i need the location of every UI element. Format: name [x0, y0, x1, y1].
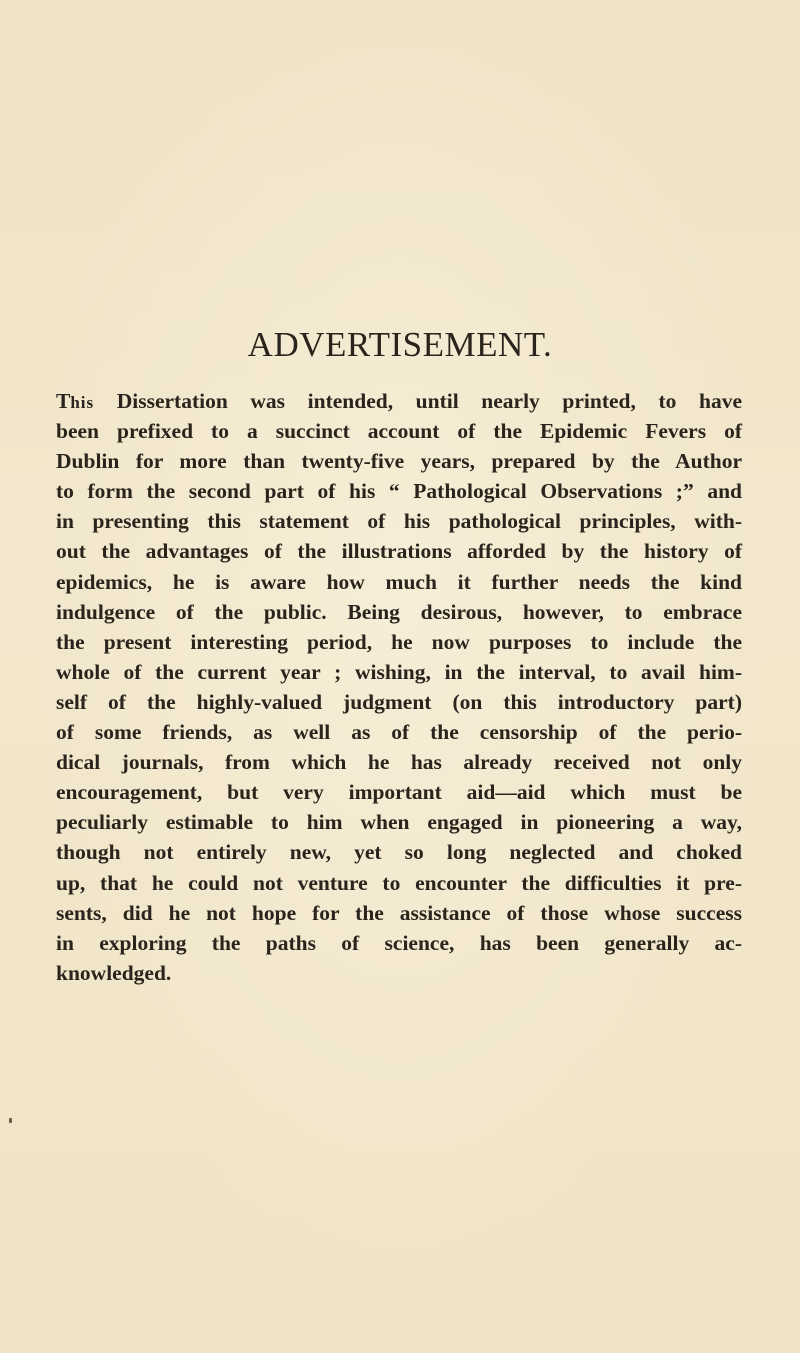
advertisement-paragraph — [56, 386, 742, 988]
paragraph-line: of some friends, as well as of the censorship of the perio- — [56, 720, 742, 745]
paragraph-line: in exploring the paths of science, has been generally ac- — [56, 930, 742, 955]
line-text: Dissertation was intended, until nearly printed, to have — [94, 389, 742, 413]
first-word — [56, 389, 94, 413]
paragraph-line: in presenting this statement of his pathological principles, with- — [56, 509, 742, 534]
paragraph-line: though not entirely new, yet so long neglected and choked — [56, 840, 742, 865]
paragraph-line-1 — [56, 386, 742, 416]
first-word-initial: T — [56, 389, 71, 413]
first-word-rest: his — [70, 393, 95, 412]
paragraph-line: up, that he could not venture to encounter the difficulties it pre- — [56, 870, 742, 895]
paragraph-line: Dublin for more than twenty-five years, prepared by the Author — [56, 449, 742, 474]
paragraph-line: whole of the current year ; wishing, in the interval, to avail him- — [56, 659, 742, 684]
paragraph-line: to form the second part of his “ Pathological Observations ;” and — [56, 479, 742, 504]
paragraph-line: dical journals, from which he has already received not only — [56, 750, 742, 775]
paragraph-line: epidemics, he is aware how much it further needs the kind — [56, 569, 742, 594]
paragraph-line: been prefixed to a succinct account of the Epidemic Fevers of — [56, 419, 742, 444]
paragraph-line: indulgence of the public. Being desirous, however, to embrace — [56, 599, 742, 624]
paragraph-line: peculiarly estimable to him when engaged in pioneering a way, — [56, 810, 742, 835]
paragraph-line: out the advantages of the illustrations afforded by the history of — [56, 539, 742, 564]
paragraph-line: self of the highly-valued judgment (on this introductory part) — [56, 689, 742, 714]
paragraph-line: the present interesting period, he now purposes to include the — [56, 629, 742, 654]
paper-speck — [9, 1118, 12, 1123]
paragraph-line: sents, did he not hope for the assistance of those whose success — [56, 900, 742, 925]
paragraph-line-last: knowledged. — [56, 960, 172, 985]
paragraph-line: encouragement, but very important aid—aid which must be — [56, 780, 742, 805]
page-title: ADVERTISEMENT. — [247, 325, 553, 364]
